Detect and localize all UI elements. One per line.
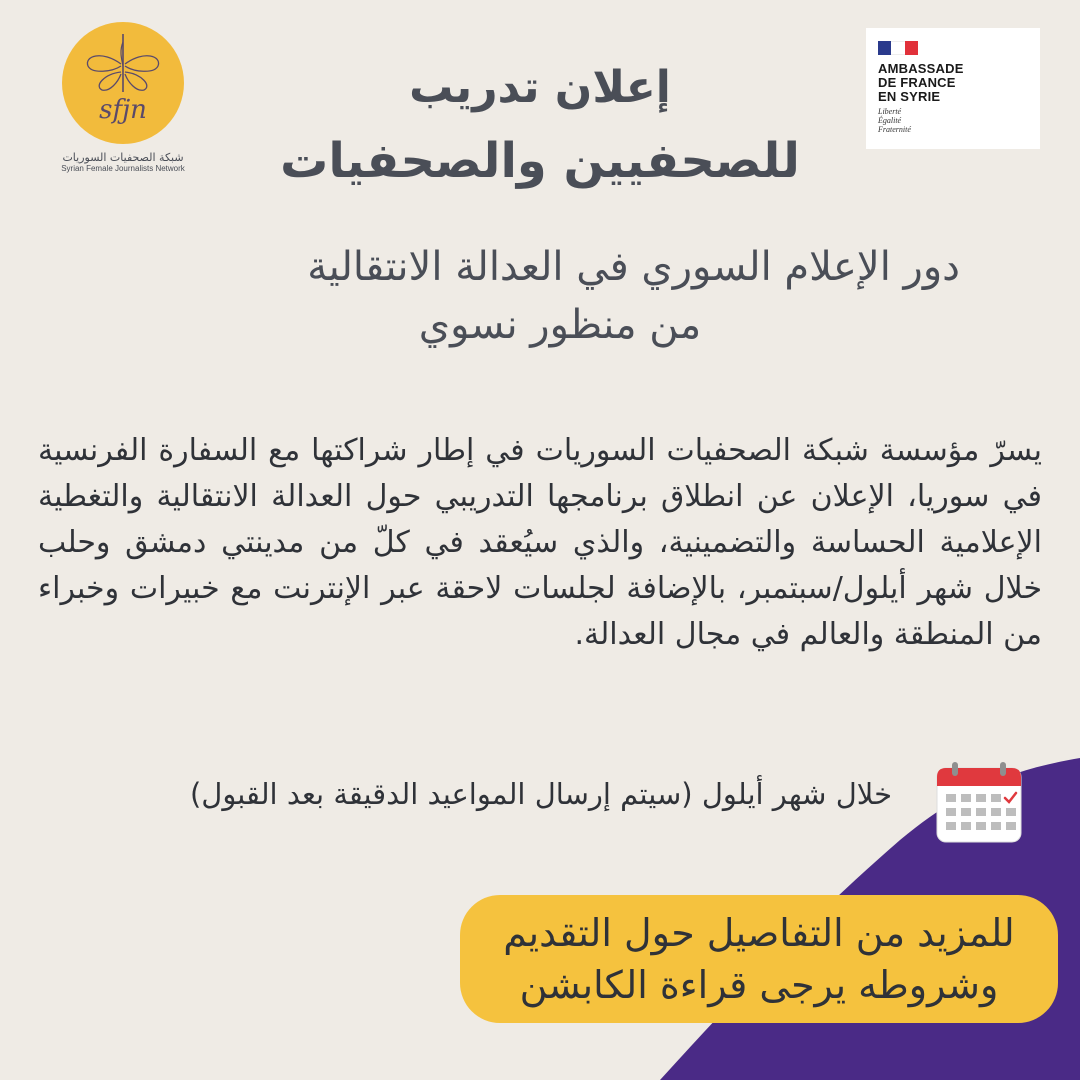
cta-line-2: وشروطه يرجى قراءة الكابشن [519,963,999,1007]
dragonfly-icon [62,22,184,144]
svg-text:sfjn: sfjn [99,95,147,125]
sfjn-english-name: Syrian Female Journalists Network [61,164,185,173]
sfjn-logo-circle [62,22,184,144]
headline-line-2: للصحفيين والصحفيات [280,133,800,189]
date-note: خلال شهر أيلول (سيتم إرسال المواعيد الدقيقة بعد القبول) [189,777,892,811]
sfjn-logo [48,22,198,174]
republic-motto [878,107,1028,134]
embassy-line-2: DE FRANCE [878,75,956,90]
sfjn-arabic-name: شبكة الصحفيات السوريات [62,151,184,164]
cta-box [460,895,1058,1023]
headline-line-1: إعلان تدريب [409,62,671,113]
subtitle-line-2: من منظور نسوي [418,302,702,348]
calendar-icon [934,760,1024,844]
motto-liberte: Liberté [878,107,902,116]
motto-fraternite: Fraternité [878,125,911,134]
motto-egalite: Égalité [878,116,902,125]
embassy-logo [866,28,1040,149]
embassy-line-1: AMBASSADE [878,61,964,76]
announcement-body: يسرّ مؤسسة شبكة الصحفيات السوريات في إطار شراكتها مع السفارة الفرنسية في سوريا، الإعلان عن انطلاق برنامجها التدريبي حول العدالة الانتقالية والتغطية الإعلامية الحساسة والتضمينية، والذي سيُعقد في كلّ من مدينتي دمشق وحلب خلال شهر أيلول/سبتمبر، بالإضافة لجلسات لاحقة عبر الإنترنت مع خبيرات وخبراء من المنطقة والعالم في مجال العدالة. [38,433,1042,652]
french-flag-icon [878,41,918,55]
subtitle-line-1: دور الإعلام السوري في العدالة الانتقالية [307,244,960,290]
embassy-line-3: EN SYRIE [878,89,941,104]
cta-line-1: للمزيد من التفاصيل حول التقديم [503,911,1015,955]
